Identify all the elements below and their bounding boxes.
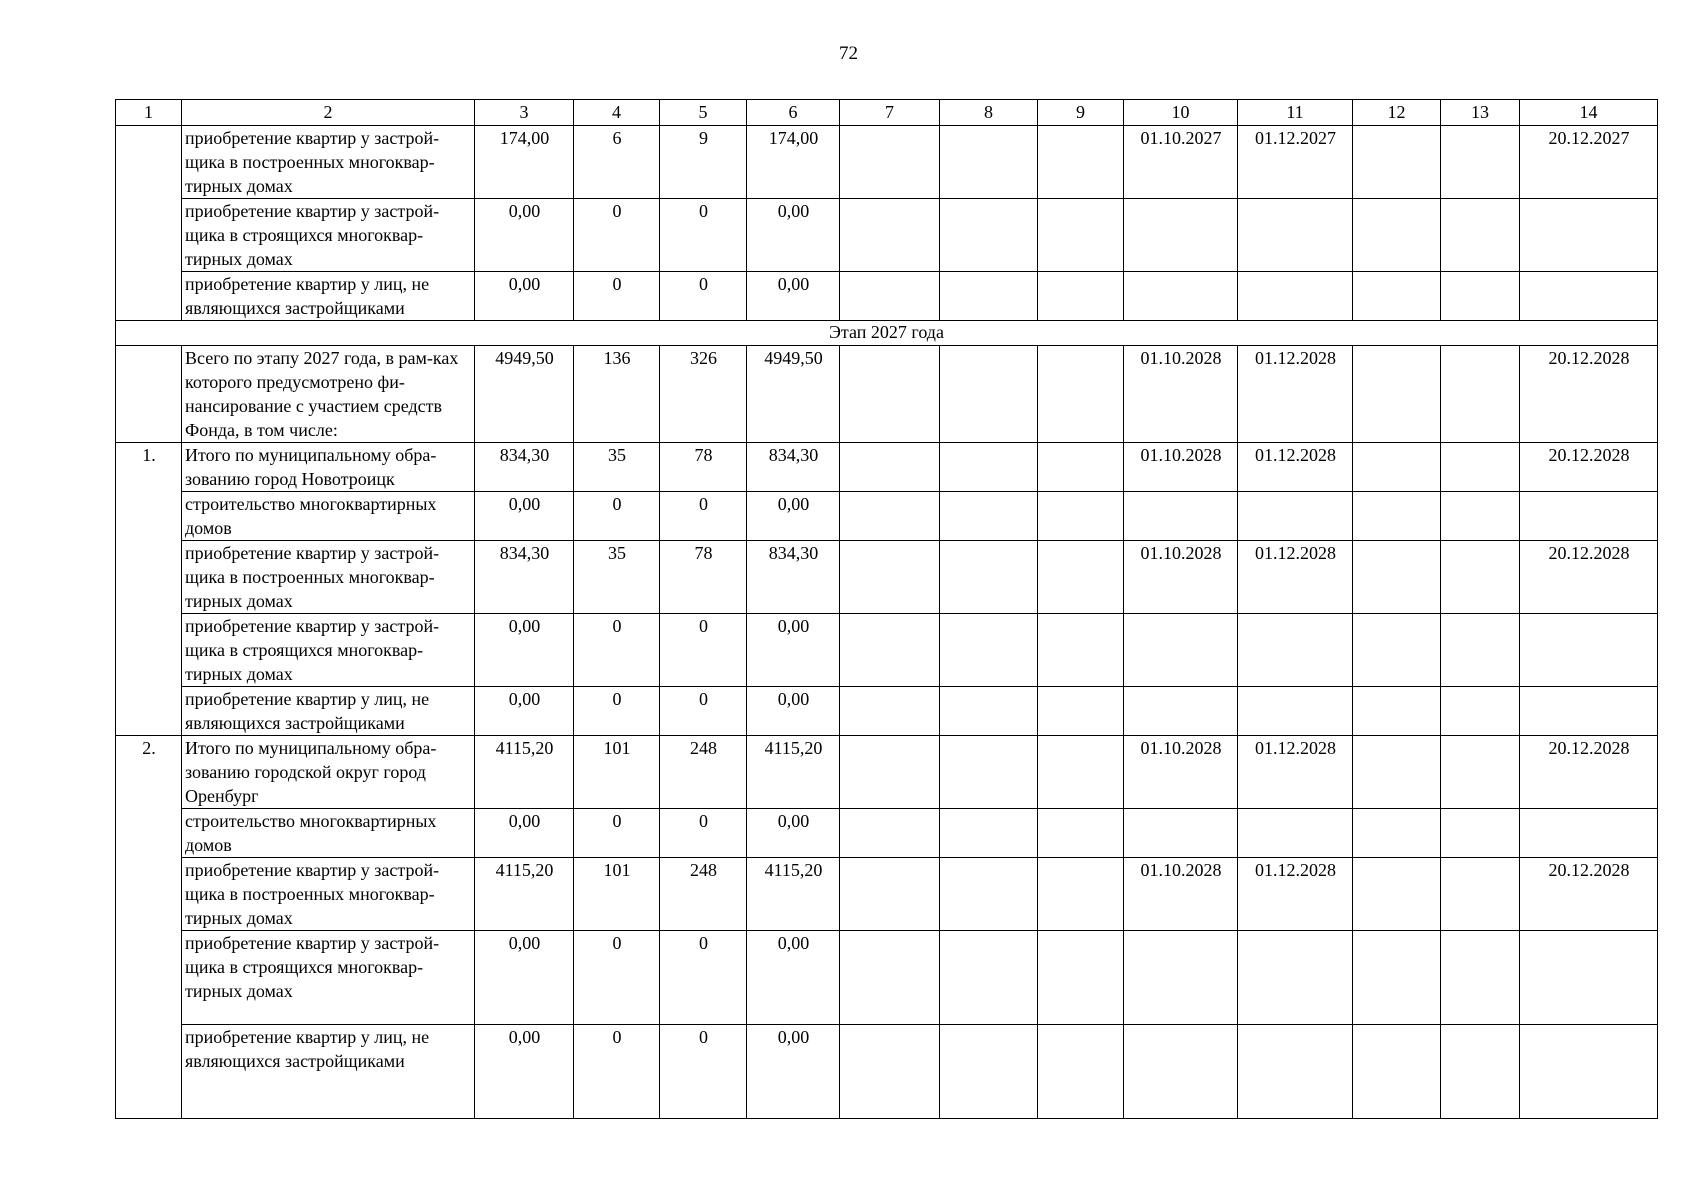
value-cell: 0,00 (747, 931, 840, 1025)
value-cell: 0 (574, 614, 660, 687)
column-number-cell: 14 (1520, 100, 1658, 126)
description-cell: приобретение квартир у лиц, не являющихся застройщиками (182, 687, 475, 736)
column-number-cell: 12 (1353, 100, 1441, 126)
value-cell: 01.10.2028 (1124, 736, 1238, 809)
value-cell (1038, 809, 1124, 858)
value-cell: 4115,20 (747, 736, 840, 809)
description-cell: Всего по этапу 2027 года, в рам-ках которого предусмотрено фи-нансирование с участием средств Фонда, в том числе: (182, 346, 475, 443)
value-cell: 0 (660, 1025, 747, 1119)
table-body (116, 100, 1658, 1119)
description-cell: Итого по муниципальному обра-зованию городской округ город Оренбург (182, 736, 475, 809)
value-cell (1038, 1025, 1124, 1119)
value-cell (940, 126, 1038, 199)
page-number: 72 (839, 43, 858, 64)
value-cell (840, 1025, 940, 1119)
stage-title: Этап 2027 года (116, 321, 1658, 346)
value-cell (1520, 199, 1658, 272)
description-cell: приобретение квартир у лиц, не являющихся застройщиками (182, 1025, 475, 1119)
value-cell: 0,00 (475, 1025, 574, 1119)
value-cell: 78 (660, 541, 747, 614)
value-cell: 0,00 (747, 199, 840, 272)
column-number-cell: 4 (574, 100, 660, 126)
value-cell: 4949,50 (747, 346, 840, 443)
value-cell: 834,30 (475, 443, 574, 492)
value-cell (1441, 687, 1520, 736)
value-cell (1441, 272, 1520, 321)
value-cell: 0,00 (747, 492, 840, 541)
value-cell (1038, 492, 1124, 541)
column-number-cell: 13 (1441, 100, 1520, 126)
row-number-cell: 1. (116, 443, 182, 736)
value-cell (1238, 687, 1353, 736)
value-cell: 0,00 (475, 809, 574, 858)
value-cell: 4115,20 (475, 736, 574, 809)
column-number-cell: 10 (1124, 100, 1238, 126)
value-cell: 0,00 (747, 809, 840, 858)
table-row (116, 1025, 1658, 1119)
column-number-cell: 8 (940, 100, 1038, 126)
value-cell: 0 (660, 199, 747, 272)
value-cell (840, 443, 940, 492)
value-cell (1353, 346, 1441, 443)
column-number-row (116, 100, 1658, 126)
value-cell: 01.10.2028 (1124, 541, 1238, 614)
value-cell (1353, 492, 1441, 541)
value-cell: 6 (574, 126, 660, 199)
value-cell (1124, 1025, 1238, 1119)
value-cell: 01.10.2028 (1124, 443, 1238, 492)
value-cell (1353, 541, 1441, 614)
value-cell (840, 346, 940, 443)
table-row (116, 199, 1658, 272)
value-cell (1038, 199, 1124, 272)
value-cell (1038, 858, 1124, 931)
value-cell (840, 614, 940, 687)
value-cell (1353, 736, 1441, 809)
table-row (116, 492, 1658, 541)
value-cell: 0 (574, 272, 660, 321)
value-cell: 0 (574, 809, 660, 858)
column-number-cell: 5 (660, 100, 747, 126)
value-cell (1124, 199, 1238, 272)
value-cell: 0,00 (475, 199, 574, 272)
value-cell: 834,30 (475, 541, 574, 614)
value-cell: 20.12.2028 (1520, 443, 1658, 492)
value-cell: 20.12.2028 (1520, 858, 1658, 931)
value-cell (1353, 443, 1441, 492)
value-cell (1038, 443, 1124, 492)
value-cell (1238, 492, 1353, 541)
value-cell: 0,00 (747, 614, 840, 687)
value-cell: 20.12.2028 (1520, 541, 1658, 614)
table-row (116, 614, 1658, 687)
value-cell (1353, 126, 1441, 199)
value-cell (1520, 931, 1658, 1025)
value-cell (940, 541, 1038, 614)
value-cell (1353, 931, 1441, 1025)
value-cell (1441, 809, 1520, 858)
value-cell: 01.10.2027 (1124, 126, 1238, 199)
column-number-cell: 1 (116, 100, 182, 126)
table-row (116, 443, 1658, 492)
column-number-cell: 7 (840, 100, 940, 126)
value-cell: 4949,50 (475, 346, 574, 443)
value-cell: 01.12.2027 (1238, 126, 1353, 199)
value-cell (1441, 1025, 1520, 1119)
description-cell: строительство многоквартирных домов (182, 809, 475, 858)
value-cell (1238, 1025, 1353, 1119)
program-table (115, 99, 1658, 1119)
column-number-cell: 11 (1238, 100, 1353, 126)
value-cell: 4115,20 (475, 858, 574, 931)
table-row (116, 858, 1658, 931)
value-cell: 101 (574, 736, 660, 809)
column-number-cell: 2 (182, 100, 475, 126)
value-cell (940, 931, 1038, 1025)
value-cell (840, 272, 940, 321)
value-cell: 0 (660, 809, 747, 858)
value-cell: 0,00 (747, 687, 840, 736)
value-cell: 174,00 (747, 126, 840, 199)
value-cell: 0 (660, 272, 747, 321)
value-cell (840, 736, 940, 809)
value-cell: 0,00 (475, 614, 574, 687)
description-cell: Итого по муниципальному обра-зованию город Новотроицк (182, 443, 475, 492)
value-cell: 35 (574, 541, 660, 614)
column-number-cell: 6 (747, 100, 840, 126)
value-cell (940, 199, 1038, 272)
value-cell (1353, 1025, 1441, 1119)
value-cell: 01.12.2028 (1238, 346, 1353, 443)
value-cell: 78 (660, 443, 747, 492)
description-cell: приобретение квартир у застрой-щика в строящихся многоквар-тирных домах (182, 614, 475, 687)
value-cell (1238, 272, 1353, 321)
description-cell: приобретение квартир у застрой-щика в построенных многоквар-тирных домах (182, 541, 475, 614)
value-cell (1353, 687, 1441, 736)
value-cell (1353, 199, 1441, 272)
value-cell (1124, 687, 1238, 736)
value-cell (840, 541, 940, 614)
value-cell: 01.12.2028 (1238, 736, 1353, 809)
value-cell (1441, 541, 1520, 614)
value-cell: 0 (574, 1025, 660, 1119)
value-cell: 0,00 (475, 931, 574, 1025)
value-cell: 0,00 (475, 687, 574, 736)
value-cell (940, 614, 1038, 687)
value-cell: 0 (574, 199, 660, 272)
value-cell (1441, 614, 1520, 687)
value-cell (1520, 492, 1658, 541)
row-number-cell: 2. (116, 736, 182, 1119)
value-cell (1038, 736, 1124, 809)
description-cell: приобретение квартир у застрой-щика в строящихся многоквар-тирных домах (182, 199, 475, 272)
value-cell (940, 687, 1038, 736)
value-cell (840, 126, 940, 199)
column-number-cell: 9 (1038, 100, 1124, 126)
value-cell: 0 (660, 687, 747, 736)
value-cell: 0 (660, 931, 747, 1025)
description-cell: приобретение квартир у застрой-щика в построенных многоквар-тирных домах (182, 126, 475, 199)
value-cell (1520, 1025, 1658, 1119)
value-cell (1441, 443, 1520, 492)
value-cell (1441, 199, 1520, 272)
description-cell: приобретение квартир у застрой-щика в строящихся многоквар-тирных домах (182, 931, 475, 1025)
value-cell (1441, 126, 1520, 199)
value-cell (1038, 272, 1124, 321)
value-cell (1238, 809, 1353, 858)
value-cell (840, 809, 940, 858)
value-cell (1353, 272, 1441, 321)
row-number-cell (116, 346, 182, 443)
value-cell: 0 (660, 492, 747, 541)
value-cell: 248 (660, 736, 747, 809)
value-cell: 01.10.2028 (1124, 346, 1238, 443)
value-cell (1038, 346, 1124, 443)
description-cell: приобретение квартир у лиц, не являющихся застройщиками (182, 272, 475, 321)
table-row (116, 346, 1658, 443)
table-row (116, 687, 1658, 736)
table-row (116, 809, 1658, 858)
value-cell: 01.12.2028 (1238, 541, 1353, 614)
value-cell (1124, 492, 1238, 541)
value-cell (1353, 614, 1441, 687)
value-cell: 0,00 (747, 1025, 840, 1119)
value-cell: 20.12.2028 (1520, 346, 1658, 443)
value-cell: 01.12.2028 (1238, 858, 1353, 931)
value-cell: 101 (574, 858, 660, 931)
description-cell: строительство многоквартирных домов (182, 492, 475, 541)
value-cell (1038, 614, 1124, 687)
value-cell: 20.12.2028 (1520, 736, 1658, 809)
value-cell: 9 (660, 126, 747, 199)
value-cell (840, 931, 940, 1025)
value-cell (940, 346, 1038, 443)
value-cell (1441, 931, 1520, 1025)
value-cell: 01.12.2028 (1238, 443, 1353, 492)
value-cell (840, 687, 940, 736)
stage-header-row (116, 321, 1658, 346)
value-cell (1038, 931, 1124, 1025)
value-cell (840, 492, 940, 541)
value-cell (1520, 614, 1658, 687)
table-row (116, 736, 1658, 809)
table-row (116, 272, 1658, 321)
value-cell (1353, 858, 1441, 931)
value-cell: 4115,20 (747, 858, 840, 931)
value-cell: 35 (574, 443, 660, 492)
value-cell (1124, 614, 1238, 687)
value-cell (840, 199, 940, 272)
value-cell: 01.10.2028 (1124, 858, 1238, 931)
value-cell: 0 (574, 931, 660, 1025)
value-cell (1520, 272, 1658, 321)
value-cell (1441, 858, 1520, 931)
value-cell (940, 1025, 1038, 1119)
value-cell: 0 (574, 492, 660, 541)
value-cell (1038, 126, 1124, 199)
value-cell (1238, 199, 1353, 272)
value-cell (1353, 809, 1441, 858)
value-cell: 0,00 (747, 272, 840, 321)
value-cell (1238, 614, 1353, 687)
value-cell (840, 858, 940, 931)
value-cell (1124, 931, 1238, 1025)
table-row (116, 541, 1658, 614)
value-cell (1038, 687, 1124, 736)
value-cell (940, 736, 1038, 809)
value-cell (940, 443, 1038, 492)
value-cell (1441, 346, 1520, 443)
table-row (116, 931, 1658, 1025)
value-cell (1441, 492, 1520, 541)
column-number-cell: 3 (475, 100, 574, 126)
value-cell (940, 809, 1038, 858)
value-cell (1520, 687, 1658, 736)
table-row (116, 126, 1658, 199)
value-cell: 0 (574, 687, 660, 736)
value-cell: 834,30 (747, 443, 840, 492)
value-cell (1124, 272, 1238, 321)
value-cell: 0 (660, 614, 747, 687)
value-cell: 326 (660, 346, 747, 443)
value-cell (1520, 809, 1658, 858)
value-cell: 0,00 (475, 272, 574, 321)
value-cell: 136 (574, 346, 660, 443)
value-cell (1038, 541, 1124, 614)
row-number-cell (116, 126, 182, 321)
value-cell: 20.12.2027 (1520, 126, 1658, 199)
value-cell: 834,30 (747, 541, 840, 614)
value-cell (940, 272, 1038, 321)
description-cell: приобретение квартир у застрой-щика в построенных многоквар-тирных домах (182, 858, 475, 931)
value-cell (940, 492, 1038, 541)
value-cell: 248 (660, 858, 747, 931)
value-cell (1124, 809, 1238, 858)
value-cell (1238, 931, 1353, 1025)
value-cell (940, 858, 1038, 931)
value-cell: 0,00 (475, 492, 574, 541)
value-cell (1441, 736, 1520, 809)
value-cell: 174,00 (475, 126, 574, 199)
